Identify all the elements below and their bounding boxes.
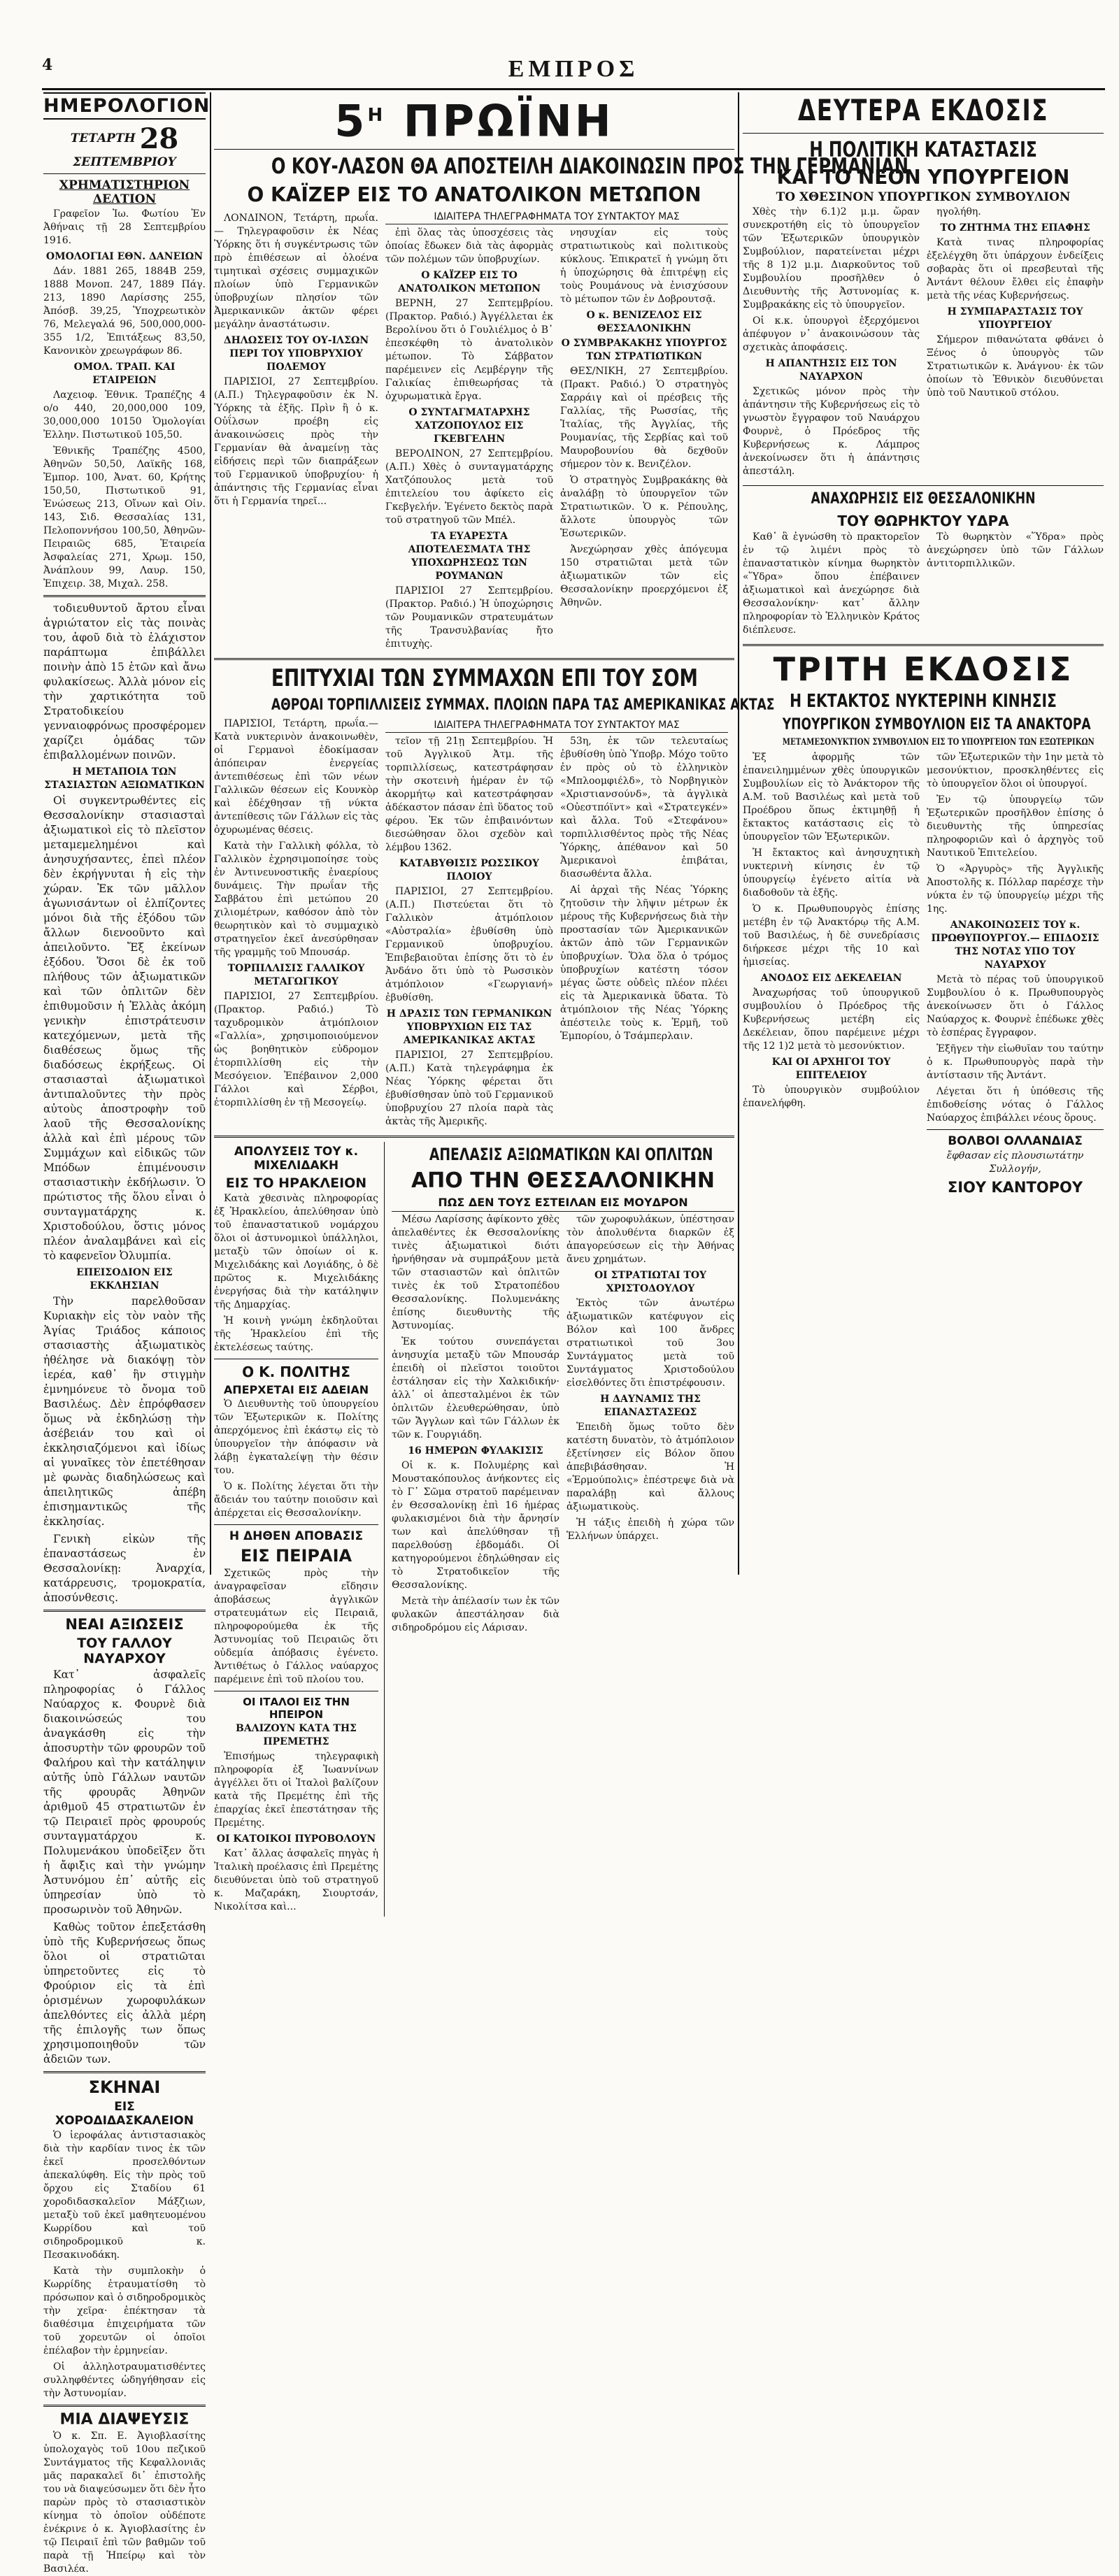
article-para: Μέσω Λαρίσσης ἀφίκοντο χθὲς ἀπελαθέντες ἐκ Θεσσαλονίκης τινὲς ἀξιωματικοὶ διότι ἠρνήθησαν νὰ συμπράξουν μετὰ τῶν στασιαστῶν καὶ ὁπλιτῶν τινὲς ἐκ τοῦ Στρατοπέδου Θεσσαλονίκης. Πολυμενάκης ἐπίσης διευθυντὴς τῆς Ἀστυνομίας. [392, 1213, 560, 1331]
edition-title: ΠΡΩΪΝΗ [403, 95, 614, 147]
text-column [214, 717, 378, 1131]
edition-number: 5 [334, 95, 368, 147]
page-number: 4 [42, 56, 53, 74]
article-subhead: 16 ΗΜΕΡΩΝ ΦΥΛΑΚΙΣΙΣ [408, 1445, 543, 1457]
article-headline: ΣΚΗΝΑΙ [88, 2077, 161, 2097]
market-para: Ἐθνικῆς Τραπέζης 4500, Ἀθηνῶν 50,50, Λαϊκῆς 168, Ἐμπορ. 100, Ἀνατ. 60, Κρήτης 150,50, Πιστωτικοῦ 91, Ἑνώσεως 213, Οἴνων καὶ Οἰν. 143, Σιδ. Θεσσαλίας 131, Πελοποννήσου 100,50, Ἀθηνῶν-Πειραιῶς 685, Ἑταιρεία Ἀσφαλείας 271, Χρωμ. 150, Ἀνάπλουν 99, Λαυρ. 150, Ἐπιχειρ. 38, Μιχαλ. 258. [43, 445, 206, 589]
text-column [392, 1213, 560, 1638]
article-para: Σχετικῶς πρὸς τὴν ἀναγραφεῖσαν εἴδησιν ἀποβάσεως ἀγγλικῶν στρατευμάτων εἰς Πειραιᾶ, πληροφορούμεθα ἐκ τῆς Ἀστυνομίας τοῦ Πειραιῶς ὅτι οὐδεμία ἀπόβασις ἐγένετο. Ἀντιθέτως ὁ Γάλλος ναύαρχος παρέμεινε ἐπὶ τοῦ πλοίου του. [214, 1567, 378, 1685]
edition-suffix: Η [367, 105, 386, 126]
article-para: Μετὰ τὸ πέρας τοῦ ὑπουργικοῦ Συμβουλίου ὁ κ. Πρωθυπουργὸς ἀνεκοίνωσεν ὅτι ὁ Γάλλος Ναύαρχος κ. Φουρνὲ ἐπέδωκε χθὲς τὸ ἑσπέρας ἔγγραφον. [927, 974, 1104, 1038]
calendar-day-number: 28 [139, 122, 179, 155]
text-column [385, 227, 553, 654]
text-column [385, 735, 553, 1131]
article-para: Τὸ θωρηκτὸν «Ὕδρα» πρὸς ἀνεχώρησεν ὑπὸ τῶν Γάλλων ἀντιτορπιλλικῶν. [927, 531, 1104, 569]
article-headline: ΕΠΙΤΥΧΙΑΙ ΤΩΝ ΣΥΜΜΑΧΩΝ ΕΠΙ ΤΟΥ ΣΟΜ [271, 664, 698, 692]
article-para: Ἐξ ἀφορμῆς τῶν ἐπανειλημμένων χθὲς ὑπουργικῶν Συμβουλίων εἰς τὸ Ἀνάκτορον τῆς Α.Μ. τοῦ Βασιλέως καὶ μετὰ τοῦ Προέδρου ὅπως ἐκτιμηθῇ ἡ ἔκτακτος κατάστασις εἰς τὸ ὑπουργεῖον τῶν Ἐξωτερικῶν. [743, 752, 920, 843]
article-para: Ἡ κοινὴ γνώμη ἐκδηλοῦται τῆς Ἡρακλείου ἐπὶ τῆς ἐκτελέσεως ταύτης. [214, 1315, 378, 1353]
article-headline: ΕΙΣ ΧΟΡΟΔΙΔΑΣΚΑΛΕΙΟΝ [55, 2100, 194, 2128]
edition-banner: ΤΡΙΤΗ ΕΚΔΟΣΙΣ [773, 650, 1074, 688]
article-block-a [214, 209, 734, 654]
calendar-day: ΤΕΤΑΡΤΗ [70, 131, 136, 145]
text-column [927, 206, 1104, 481]
article-headline: ΝΕΑΙ ΑΞΙΩΣΕΙΣ [65, 1616, 184, 1633]
article-subhead: ΑΝΟΔΟΣ ΕΙΣ ΔΕΚΕΛΕΙΑΝ [760, 973, 902, 984]
article-para: Ἀναχωρήσας τοῦ ὑπουργικοῦ συμβουλίου ὁ Πρόεδρος τῆς Κυβερνήσεως μετέβη εἰς Δεκέλειαν, ὅπου παρέμεινε μέχρι τῆς 12 1)2 μετὰ τὸ μεσονύκτιον. [743, 987, 920, 1052]
article-subhead: ΤΟ ΧΘΕΣΙΝΟΝ ΥΠΟΥΡΓΙΚΟΝ ΣΥΜΒΟΥΛΙΟΝ [776, 190, 1071, 204]
article-subhead: Η ΔΑΥΝΑΜΙΣ ΤΗΣ ΕΠΑΝΑΣΤΑΣΕΩΣ [600, 1393, 701, 1418]
article-para: ΠΑΡΙΣΙΟΙ, 27 Σεπτεμβρίου. (Α.Π.) Τηλεγραφοῦσιν ἐκ Ν. Ὑόρκης τὰ ἑξῆς. Πρὶν ἢ ὁ κ. Οὐΐλσων προέβη εἰς ἀνακοινώσεις πρὸς τὴν Γερμανίαν θὰ ἀναμείνῃ τὰς εἰδήσεις περὶ τῶν διαπράξεων τοῦ Γερμανικοῦ ὑποβρυχίου· ἡ ἀπάντησις τῆς Γερμανίας εἶναι ὅτι ἡ Γερμανία τηρεῖ... [214, 375, 378, 507]
advert-name: ΣΙΟΥ ΚΑΝΤΟΡΟΥ [947, 1179, 1083, 1196]
article-subhead: ΚΑΤΑΒΥΘΙΣΙΣ ΡΩΣΣΙΚΟΥ ΠΛΟΙΟΥ [399, 857, 539, 882]
article-para: Ὁ στρατηγὸς Συμβρακάκης θὰ ἀναλάβῃ τὸ ὑπουργεῖον τῶν Στρατιωτικῶν. Ὁ κ. Ρέπουλης, ἄλλοτε ὑπουργὸς τῶν Ἐσωτερικῶν. [560, 474, 728, 539]
article-para: Κατὰ τινας πληροφορίας ἐξελέγχθη ὅτι ὑπάρχουν ἐνδείξεις σοβαρὰς ὅτι οἱ πρεσβευταὶ τῆς Ἀντάντ θέλουν ἔλθει εἰς ἐπαφὴν μετὰ τῆς νέας Κυβερνήσεως. [927, 237, 1104, 301]
article-headline: Η ΕΚΤΑΚΤΟΣ ΝΥΚΤΕΡΙΝΗ ΚΙΝΗΣΙΣ [790, 691, 1057, 712]
text-column [927, 751, 1104, 1197]
article-para: Καθὼς τοῦτον ἐπεξετάσθη ὑπὸ τῆς Κυβερνήσεως ὅπως ὅλοι οἱ στρατιῶται ὑπηρετοῦντες εἰς τὸ Φρούριον εἰς τὰ ἐπὶ ὀρισμένων χωροφυλάκων ἀπελθόντες εἰς ἀλλὰ μέρη τῆς ἐπιλογῆς των ὅπως χρησιμοποιηθοῦν τῶν ἀδειῶν των. [43, 1921, 206, 2066]
article-subtitle: ΙΔΙΑΙΤΕΡΑ ΤΗΛΕΓΡΑΦΗΜΑΤΑ ΤΟΥ ΣΥΝΤΑΚΤΟΥ ΜΑΣ [385, 720, 728, 733]
market-para: Δάν. 1881 265, 1884B 259, 1888 Μονοπ. 247, 1889 Πάγ. 213, 1890 Λαρίσσης 255, Ἀπόσβ. 39,25, Ὑποχρεωτικὸν 76, Μελεγαλά 96, 500,000,000-355 1/2, Ἐπιτάξεως 83,50, Κανονικὸν χρεωγράφων 86. [43, 266, 206, 357]
article-para: Ὁ «Ἀργυρὸς» τῆς Ἀγγλικῆς Ἀποστολῆς κ. Πόλλαρ παρέσχε τὴν νύκτα ἐν τῷ ὑπουργείῳ μέχρι τῆς 1ης. [927, 864, 1104, 915]
left-column [43, 92, 211, 2575]
edition-banner [214, 92, 734, 145]
market-para: Γραφεῖον Ἰω. Φωτίου Ἐν Ἀθήναις τῇ 28 Σεπτεμβρίου 1916. [43, 208, 206, 246]
article-para: ΠΑΡΙΣΙΟΙ, 27 Σεπτεμβρίου. (Α.Π.) Πιστεύεται ὅτι τὸ Γαλλικὸν ἀτμόπλοιον «Αὐστραλία» ἐβυθίσθη ὑπὸ Γερμανικοῦ ὑποβρυχίου. Ἐπιβεβαιοῦται ἐπίσης ὅτι τὸ ἐν Ἀνδάνο ὅτι ὑπὸ τὸ Ρωσσικὸν ἀτμόπλοιον «Γεωργιανή» ἐβυθίσθη. [385, 885, 553, 1003]
article-headline: Ο Κ. ΠΟΛΙΤΗΣ [242, 1363, 350, 1380]
article-headline: Ο ΚΑΪΖΕΡ ΕΙΣ ΤΟ ΑΝΑΤΟΛΙΚΟΝ ΜΕΤΩΠΟΝ [247, 183, 701, 206]
article-para: Ἐν τῷ ὑπουργείῳ τῶν Ἐξωτερικῶν προσῆλθον ἐπίσης ὁ διευθυντὴς τῆς ὑπηρεσίας πληροφοριῶν καὶ ὁ ἀρχηγὸς τοῦ Ναυτικοῦ Ἐπιτελείου. [927, 794, 1104, 859]
article-headline: ΟΙ ΙΤΑΛΟΙ ΕΙΣ ΤΗΝ ΗΠΕΙΡΟΝ [243, 1695, 350, 1721]
article-headline: ΤΟΥ ΘΩΡΗΚΤΟΥ ΥΔΡΑ [837, 513, 1009, 529]
masthead: ΕΜΠΡΟΣ [508, 56, 639, 82]
article-para: Μετὰ τὴν ἀπέλασίν των ἐκ τῶν φυλακῶν ἀπεστάλησαν διὰ σιδηροδρόμου εἰς Λάρισαν. [392, 1595, 560, 1633]
text-column [214, 209, 378, 654]
article-headline: ΚΑΙ ΤΟ ΝΕΟΝ ΥΠΟΥΡΓΕΙΟΝ [776, 166, 1070, 189]
article-para: ΘΕΣ/ΝΙΚΗ, 27 Σεπτεμβρίου. (Πρακτ. Ραδιό.) Ὁ στρατηγὸς Σαρράιγ καὶ οἱ πρέσβεις τῆς Γαλλίας, τῆς Ρωσσίας, τῆς Ἰταλίας, τῆς Ἀγγλίας, τῆς Ρουμανίας, τῆς Σερβίας καὶ τοῦ Μαυροβουνίου θὰ δεχθοῦν σήμερον τὸν κ. Βενιζέλον. [560, 365, 728, 470]
market-subhead: ΟΜΟΛΟΓΙΑΙ ΕΘΝ. ΔΑΝΕΙΩΝ [45, 251, 204, 262]
article-subhead: Ο ΣΥΝΤΑΓΜΑΤΑΡΧΗΣ ΧΑΤΖΟΠΟΥΛΟΣ ΕΙΣ ΓΚΕΒΓΕΛΗΝ [408, 406, 530, 445]
calendar-title: ΗΜΕΡΟΛΟΓΙΟΝ [43, 92, 206, 120]
article-subhead: Ο κ. ΒΕΝΙΖΕΛΟΣ ΕΙΣ ΘΕΣΣΑΛΟΝΙΚΗΝ [586, 309, 702, 334]
article-para: Ὁ Διευθυντὴς τοῦ ὑπουργείου τῶν Ἐξωτερικῶν κ. Πολίτης ἀπερχόμενος ἐπὶ ἑκάστῳ εἰς τὸ ὑπουργεῖον τὴν ἀπόφασιν νὰ λάβῃ ἐγκαταλείψῃ τὴν θέσιν του. [214, 1398, 378, 1476]
article-subhead: ΤΟ ΖΗΤΗΜΑ ΤΗΣ ΕΠΑΦΗΣ [940, 222, 1090, 234]
article-para: Λέγεται ὅτι ἡ ὑπόθεσις τῆς ἐπιδοθείσης νότας ὁ Γάλλος Ναύαρχος ἐπιβάλλει νέους ὅρους. [927, 1086, 1104, 1124]
text-column [743, 751, 920, 1197]
text-column [560, 227, 728, 654]
article-headline: ΜΙΑ ΔΙΑΨΕΥΣΙΣ [59, 2411, 190, 2428]
article-para: ΠΑΡΙΣΙΟΙ 27 Σεπτεμβρίου. (Πρακτορ. Ραδιό.) Ἡ ὑποχώρησις τῶν Ρουμανικῶν στρατευμάτων τῆς Τρανσυλβανίας ἤτο ἐπιτυχὴς. [385, 585, 553, 650]
article-subhead: Η ΜΕΤΑΠΟΙΑ ΤΩΝ ΣΤΑΣΙΑΣΤΩΝ ΑΞΙΩΜΑΤΙΚΩΝ [44, 766, 205, 791]
article-block-c [214, 1142, 734, 1917]
article-para: ΠΑΡΙΣΙΟΙ, 27 Σεπτεμβρίου. (Πρακτορ. Ραδιό.) Τὸ ταχυδρομικὸν ἀτμόπλοιον «Γαλλία», χρησιμοποιούμενον ὡς βοηθητικὸν εὐδρομον ἐτορπιλλίσθη εἰς τὴν Μεσόγειον. Ἐπέβαινον 2,000 Γάλλοι καὶ Σέρβοι, ἐτορπιλλίσθη ἐν τῇ Μεσογείῳ. [214, 990, 378, 1108]
article-subhead: ΔΗΛΩΣΕΙΣ ΤΟΥ ΟΥ-ΙΛΣΩΝ ΠΕΡΙ ΤΟΥ ΥΠΟΒΡΥΧΙΟΥ ΠΟΛΕΜΟΥ [223, 334, 369, 373]
article-headline: ΑΘΡΟΑΙ ΤΟΡΠΙΛΛΙΣΕΙΣ ΣΥΜΜΑΧ. ΠΛΟΙΩΝ ΠΑΡΑ ΤΑΣ ΑΜΕΡΙΚΑΝΙΚΑΣ ΑΚΤΑΣ [271, 696, 775, 714]
article-para: ΒΕΡΟΛΙΝΟΝ, 27 Σεπτεμβρίου. (Α.Π.) Χθὲς ὁ συνταγματάρχης Χατζόπουλος μετὰ τοῦ ἐπιτελείου του ἀφίκετο εἰς Γκεβγελήν. Ἐγένετο δεκτὸς παρὰ τοῦ στρατηγοῦ τῶν Μπέλ. [385, 448, 553, 526]
article-headline: ΤΟΥ ΓΑΛΛΟΥ ΝΑΥΑΡΧΟΥ [77, 1636, 172, 1666]
article-para: τεῖον τῇ 21ῃ Σεπτεμβρίου. Ἡ τοῦ Ἀγγλικοῦ Ἀτμ. τῆς τορπιλλίσεως, κατεστράφησαν τὴν σκοτεινὴ ἡμέραν ἐν τῷ ἀκορμήτῳ καὶ κατεστράφησαν ἀδέκαστον πάσαν ἐπὶ ὕδατος τοῦ φέρου. Ἐκ τῶν ἐπιβαινόντων διεσώθησαν ὅλοι σχεδὸν καὶ λέμβου 1362. [385, 735, 553, 853]
article-headline: Ο ΚΟΥ-ΛΑΣΟΝ ΘΑ ΑΠΟΣΤΕΙΛΗ ΔΙΑΚΟΙΝΩΣΙΝ ΠΡΟΣ ΤΗΝ ΓΕΡΜΑΝΙΑΝ [271, 153, 909, 179]
article-para: Κατὰ τὴν Γαλλικὴ φόλλα, τὸ Γαλλικὸν ἐχρησιμοποίησε τοὺς ἐν Ἀντινευνοστικῆς ἐναερίους δυνάμεις. Τὴν πρωΐαν τῆς Σαββάτου ἐπὶ μετώπου 20 χιλιομέτρων, καθόσον ἀπὸ τὸν θεωρητικὸν καὶ τὸ συμμαχικὸ στρατηγεῖον ἐκεῖ ἀνεσύρθησαν τῆς γραμμῆς τοῦ Μπουσάρ. [214, 840, 378, 958]
article-para: Σήμερον πιθανώτατα φθάνει ὁ Ξένος ὁ ὑπουργὸς τῶν Στρατιωτικῶν κ. Ἀνάγνου· ἐκ τῶν ὁποίων τὸ Ἐθνικὸν διευθύνεται ὑπὸ τοῦ Ναυτικοῦ στόλου. [927, 334, 1104, 399]
article-para: Οἱ συγκεντρωθέντες εἰς Θεσσαλονίκην στασιασταὶ ἀξιωματικοὶ εἰς τὸ πλεῖστον μεταμεμελημένοι καὶ ἀνησυχήσαντες, ἐπεὶ πλέον δὲν ἐκρήγνυται ἡ εἰς τὴν χώραν. Ἐκ τῶν μᾶλλον ἀγωνισάντων οἱ ἐλπίζοντες μόνοι διὰ τῆς ἐξόδου τῶν ἄλλων διενοοῦντο καὶ ἀπειλοῦντο. Ἔξ ἐκείνων ἐξόδου. Ὅσοι δὲ ἐκ τοῦ πλήθους τῶν ἀξιωματικῶν καὶ τῶν ὁπλιτῶν δὲν ἐπιθυμοῦσιν ἡ Ἑλλὰς ἀκόμη γενικὴν ἐπιστράτευσιν κατεχόμενων, μετὰ τῆς διαθέσεως ὅμως τῆς διαδόσεως ἐκρήξεως. Οἱ στασιασταὶ ἀξιωματικοὶ ἀντιπαλοῦντες τὴν πρὸς αὐτοὺς ἀποστροφὴν τοῦ λαοῦ τῆς Θεσσαλονίκης ἀλλὰ καὶ ἐπὶ μέρους τῶν Συμμάχων καὶ εἰδικῶς τῶν Μπόδων ἐπιμένουσιν στασιαστικὴν ἐκδήλωσιν. Ὁ πρώτιστος τῆς ὅλου εἶναι ὁ συνταγματάρχης κ. Χριστοδούλου, ὅστις μόνος πλέον ἀναλαμβάνει καὶ εἰς τὸ καφενεῖον Ὀλυμπία. [43, 794, 206, 1262]
article-para: Οἱ κ.κ. ὑπουργοὶ ἐξερχόμενοι ἀπέφυγον ν᾽ ἀνακοινώσουν τὰς σχετικὰς ἀποφάσεις. [743, 315, 920, 353]
article-para: ἐπὶ ὅλας τὰς ὑποσχέσεις τὰς ὁποίας ἔδωκεν διὰ τὰς ἀφορμὰς τῶν πολέμων τῶν ὑποβρυχίων. [385, 227, 553, 265]
article-headline: ΑΠΕΡΧΕΤΑΙ ΕΙΣ ΑΔΕΙΑΝ [223, 1382, 369, 1396]
edition-banner: ΔΕΥΤΕΡΑ ΕΚΔΟΣΙΣ [797, 93, 1049, 127]
article-para: Κατὰ τὴν συμπλοκὴν ὁ Κωρρίδης ἐτραυματίσθη τὸ πρόσωπον καὶ ὁ σιδηροδρομικὸς τὴν χεῖρα· ἐπέκτησαν τὰ διαθέσιμα ἐπιχειρήματα τῶν τοῦ χορευτῶν οἱ ὁποῖοι ἐπέλαβον τὴν ἑρμηνείαν. [43, 2266, 206, 2356]
article-para: Γενικὴ εἰκὼν τῆς ἐπαναστάσεως ἐν Θεσσαλονίκῃ: Ἀναρχία, κατάρρευσις, τρομοκρατία, ἀποσύνθεσις. [43, 1533, 206, 1604]
article-subhead: Ο ΣΥΜΒΡΑΚΑΚΗΣ ΥΠΟΥΡΓΟΣ ΤΩΝ ΣΤΡΑΤΙΩΤΙΚΩΝ [561, 337, 727, 362]
advert-text: ἔφθασαν εἰς πλουσιωτάτην Συλλογήν, [946, 1150, 1084, 1175]
article-para: ΒΕΡΝΗ, 27 Σεπτεμβρίου. (Πρακτορ. Ραδιό.) Ἀγγέλλεται ἐκ Βερολίνου ὅτι ὁ Γουλιέλμος ὁ Β᾽ ἐπεσκέφθη τὸ ἀνατολικὸν μέτωπον. Τὸ Σάββατον παρέμεινεν εἰς Λεμβέργην τῆς Γαλικίας ἐπιθεωρήσας τὰ ὀχυρωματικὰ ἔργα. [385, 297, 553, 402]
article-para: Ἐξῆγεν τὴν εἰωθυῖαν του ταύτην ὁ κ. Πρωθυπουργὸς παρὰ τὴν ἀντίστασιν τῆς Ἀντάντ. [927, 1043, 1104, 1081]
article-para: Κατ᾽ ἄλλας ἀσφαλεῖς πηγὰς ἡ Ἰταλικὴ προέλασις ἐπὶ Πρεμέτης διευθύνεται ὑπὸ τοῦ στρατηγοῦ κ. Μαζαράκη, Σιουρτσάν, Νικολίτσα καὶ... [214, 1847, 378, 1912]
article-para: Τὴν παρελθοῦσαν Κυριακὴν εἰς τὸν ναὸν τῆς Ἁγίας Τριάδος κάποιος στασιαστὴς ἀξιωματικὸς ἠθέλησε νὰ διακόψῃ τὸν ἱερέα, καθ᾽ ἣν στιγμὴν ἐμνημόνευε τὸ ὄνομα τοῦ Βασιλέως. Δὲν ἐπρόφθασεν ὅμως νὰ ἐκδηλώσῃ τὴν ἀσέβειάν του καὶ οἱ ἐκκλησιαζόμενοι καὶ ἰδίως αἱ γυναῖκες τὸν ἐπετέθησαν μὲ φωνὰς διαδηλώσεως καὶ ἀπειλητικῶς ἀπέβη ἐπισημαντικῶς τῆς ἐκκλησίας. [43, 1295, 206, 1528]
article-para: Ὁ κ. Πρωθυπουργὸς ἐπίσης μετέβη ἐν τῷ Ἀνακτόρῳ τῆς Α.Μ. τοῦ Βασιλέως, ἡ δὲ συνεδρίασις διήρκεσε μέχρι τῆς 10 καὶ ἡμισείας. [743, 903, 920, 968]
article-subhead: ΒΑΛΙΖΟΥΝ ΚΑΤΑ ΤΗΣ ΠΡΕΜΕΤΗΣ [236, 1722, 357, 1747]
article-headline: ΑΠΟ ΤΗΝ ΘΕΣΣΑΛΟΝΙΚΗΝ [411, 1168, 715, 1193]
article-subtitle: ΙΔΙΑΙΤΕΡΑ ΤΗΛΕΓΡΑΦΗΜΑΤΑ ΤΟΥ ΣΥΝΤΑΚΤΟΥ ΜΑΣ [385, 211, 728, 224]
article-para: Ἐπειδὴ ὅμως τοῦτο δὲν κατέστη δυνατὸν, τὸ ἀτμόπλοιον ἐξετίνησεν εἰς Βόλον ὅπου ἀπεβιβάσθησαν. Ἡ «Ἑρμούπολις» ἐπέστρεψε διὰ νὰ παραλάβῃ καὶ ἄλλους ἀξιωματικοὺς. [566, 1421, 734, 1512]
article-para: Οἱ κ. κ. Πολυμέρης καὶ Μουστακόπουλος ἀνήκοντες εἰς τὸ Γ᾽ Σῶμα στρατοῦ παρέμειναν ἐν Θεσσαλονίκῃ ἐπὶ 16 ἡμέρας φυλακισμένοι διὰ τὴν ἄρνησίν των καὶ ἀπελύθησαν τῇ παρελθούσῃ ἑβδομάδι. Οἱ κατηγορούμενοι ἐδηλώθησαν εἰς τὸ Στρατοδικεῖον τῆς Θεσσαλονίκης. [392, 1459, 560, 1591]
article-para: ηγολήθη. [936, 206, 981, 217]
article-subhead: Η ΣΥΜΠΑΡΑΣΤΑΣΙΣ ΤΟΥ ΥΠΟΥΡΓΕΙΟΥ [947, 306, 1083, 331]
advert-headline: ΒΟΛΒΟΙ ΟΛΛΑΝΔΙΑΣ [948, 1134, 1083, 1148]
calendar-month: ΣΕΠΤΕΜΒΡΙΟΥ [73, 155, 176, 169]
article-subhead: ΚΑΙ ΟΙ ΑΡΧΗΓΟΙ ΤΟΥ ΕΠΙΤΕΛΕΙΟΥ [771, 1057, 891, 1081]
article-para: Σχετικῶς μόνον πρὸς τὴν ἀπάντησιν τῆς Κυβερνήσεως εἰς τὸ γνωστὸν ἔγγραφον τοῦ Ναυάρχου Φουρνὲ, ὁ Πρόεδρος τῆς Κυβερνήσεως κ. Λάμπρος ἀνεκοίνωσεν ὅτι ἡ ἀπάντησις ἀπεστάλη. [743, 386, 920, 477]
article-subhead: ΑΝΑΚΟΙΝΩΣΕΙΣ ΤΟΥ κ. ΠΡΩΘΥΠΟΥΡΓΟΥ.— ΕΠΙΔΟΣΙΣ ΤΗΣ ΝΟΤΑΣ ΥΠΟ ΤΟΥ ΝΑΥΑΡΧΟΥ [931, 920, 1099, 971]
article-para: Καθ᾽ ἃ ἐγνώσθη τὸ πρακτορεῖον ἐν τῷ λιμένι πρὸς τὸ ἐπαναστατικὸν κίνημα θωρηκτὸν «Ὕδρα» ὅπου ἐπέβαινεν ἀξιωματικοὶ καὶ ἀνεχώρησε διὰ Θεσσαλονίκην· κατ᾽ ἄλλην πληροφορίαν τὸ Ἑλληνικὸν Κράτος διέπλευσε. [743, 531, 920, 636]
article-subhead: Ο ΚΑΪΖΕΡ ΕΙΣ ΤΟ ΑΝΑΤΟΛΙΚΟΝ ΜΕΤΩΠΟΝ [398, 269, 541, 294]
article-para: Ἐκ τούτου συνεπάγεται ἀνησυχία μεταξὺ τῶν Μπουσάρ ἐπειδὴ οἱ πλεῖστοι τοιοῦτοι ἐστάλησαν εἰς τὴν Χαλκιδικήν· ἀλλ᾽ οἱ ἀπεσταλμένοι ἐκ τῶν ὁπλιτῶν ἐλευθερώθησαν, ὑπὸ τῶν Ἄγγλων καὶ τῶν Γάλλων ἐκ τῶν κ. Γουργιάδη. [392, 1336, 560, 1440]
article-para: Ἡ τάξις ἐπειδὴ ἡ χώρα τῶν Ἑλλήνων ὑπάρχει. [566, 1517, 734, 1542]
article-para: 53η, ἐκ τῶν τελευταίως ἐβυθίσθη ὑπὸ Ὑποβρ. Μόχο τοῦτο ἐν πρὸς οὐ τὸ ἐλληνικὸν «Μπλοομφιέλδ», τὸ Νορβηγικὸν «Χριστιανσούνδ», τὰ ἀγγλικὰ «Οὐεστπόϊντ» καὶ «Στρατεγκέν» καὶ ἄλλα. Τοῦ «Στεφάνου» τορπιλλισθέντος πρὸς τῆς Νέας Ὑόρκης, ἀπέθανον καὶ 50 Ἀμερικανοὶ ἐπιβάται, διασωθέντα ἄλλα. [560, 735, 728, 880]
article-para: Ὁ ἱεροφάλας ἀντιστασιακὸς διὰ τὴν καρδίαν τινος ἐκ τῶν ἐκεῖ προσελθόντων ἀπεκαλύφθη. Εἰς τὴν πρὸς τοῦ ὄρχου εἰς Σταδίου 61 χοροδιδασκαλεῖον Μάξζιων, μεταξὺ τοῦ ἐκεῖ μαθητευομένου Κωρρίδου καὶ τοῦ σιδηροδρομικοῦ κ. Πεσακινοδάκη. [43, 2130, 206, 2261]
article-subhead: ΜΕΤΑΜΕΣΟΝΥΚΤΙΟΝ ΣΥΜΒΟΥΛΙΟΝ ΕΙΣ ΤΟ ΥΠΟΥΡΓΕΙΟΝ ΤΩΝ ΕΞΩΤΕΡΙΚΩΝ [782, 737, 1095, 747]
text-column [743, 206, 920, 481]
article-para: Ἀνεχώρησαν χθὲς ἀπόγευμα 150 στρατιῶται μετὰ τῶν ἀξιωματικῶν τῶν εἰς Θεσσαλονίκην προερχόμενοι ἐξ Ἀθηνῶν. [560, 543, 728, 608]
article-para: Οἱ ἀλληλοτραυματισθέντες συλληφθέντες ὡδηγήθησαν εἰς τὴν Ἀστυνομίαν. [43, 2361, 206, 2399]
article-subhead: Η ΔΡΑΣΙΣ ΤΩΝ ΓΕΡΜΑΝΙΚΩΝ ΥΠΟΒΡΥΧΙΩΝ ΕΙΣ ΤΑΣ ΑΜΕΡΙΚΑΝΙΚΑΣ ΑΚΤΑΣ [386, 1008, 553, 1046]
article-headline: ΕΙΣ ΠΕΙΡΑΙΑ [240, 1545, 352, 1566]
article-para: Αἱ ἀρχαὶ τῆς Νέας Ὑόρκης ζητοῦσιν τὴν λῆψιν μέτρων ἐκ μέρους τῆς Κυβερνήσεως διὰ τὴν προστασίαν τῶν Ἀμερικανικῶν ἀκτῶν ἀπὸ τῶν Γερμανικῶν ὑποβρυχίων. Ὅλα ὅλα ὁ τρόμος ὑποβρυχίων κατέστη τόσον μέγας ὥστε οὐδεὶς πλέον πλέει εἰς τὰ Ἀμερικανικὰ ὕδατα. Τὸ ἀτμόπλοιον τῆς Νέας Ὑόρκης ἀπέστειλε τοὺς κ. Ἑρμῆ, τοῦ Ἑμπορίου, ὁ Τσάμπερλαιν. [560, 884, 728, 1042]
market-list [43, 208, 206, 591]
article-para: Κατ᾽ ἀσφαλεῖς πληροφορίας ὁ Γάλλος Ναύαρχος κ. Φουρνὲ διὰ διακοινώσεώς του ἀναγκάσθη εἰς τὴν ἀποσυρτὴν τῶν φρουρῶν τοῦ Φαλήρου καὶ τὴν κατάληψιν αὐτῆς ὑπὸ Γάλλων ναυτῶν τῆς φρουρᾶς Ἀθηνῶν ἀριθμοῦ 45 στρατιωτῶν ἐν τῷ Πειραιεῖ πρὸς φρουρούς συνταγματάρχου κ. Πολυμενάκου ὑποδεῖξεν ὅτι ἡ ἄφιξις καὶ τὴν γνώμην Ἀστυνόμου ἐπ᾽ αὐτῆς εἰς ὑπηρεσίαν ὑπὸ τὸ προσωρινὸν τοῦ Ἀθηνῶν. [43, 1668, 206, 1916]
article-headline: ΕΙΣ ΤΟ ΗΡΑΚΛΕΙΟΝ [225, 1175, 367, 1191]
article-para: νησυχίαν εἰς τοὺς στρατιωτικοὺς καὶ πολιτικοὺς κύκλους. Ἐπικρατεῖ ἡ γνώμη ὅτι ἡ ὑποχώρησις θὰ ἐπιτρέψῃ εἰς τοὺς Ρουμάνους νὰ ἐνισχύσουν τὸ μέτωπον τῶν ἐν Δοβρουτσᾷ. [560, 227, 728, 305]
article-para: Χθὲς τὴν 6.1)2 μ.μ. ὥραν συνεκροτήθη εἰς τὸ ὑπουργεῖον τῶν Ἐξωτερικῶν ὑπουργικὸν Συμβούλιον, παρατείνεται μέχρι τῆς 8 1)2 μ.μ. Διαρκοῦντος τοῦ Συμβουλίου προσῆλθεν ὁ Διευθυντὴς τῆς Ἀστυνομίας κ. Συμβρακάκης εἰς τὸ ὑπουργεῖον. [743, 206, 920, 310]
article-subhead: ΤΑ ΕΥΑΡΕΣΤΑ ΑΠΟΤΕΛΕΣΜΑΤΑ ΤΗΣ ΥΠΟΧΩΡΗΣΕΩΣ ΤΩΝ ΡΟΥΜΑΝΩΝ [408, 530, 531, 582]
article-headline: ΑΝΑΧΩΡΗΣΙΣ ΕΙΣ ΘΕΣΣΑΛΟΝΙΚΗΝ [811, 490, 1036, 508]
article-headline: ΥΠΟΥΡΓΙΚΟΝ ΣΥΜΒΟΥΛΙΟΝ ΕΙΣ ΤΑ ΑΝΑΚΤΟΡΑ [782, 716, 1091, 734]
article-subhead: ΕΠΕΙΣΟΔΙΟΝ ΕΙΣ ΕΚΚΛΗΣΙΑΝ [76, 1267, 173, 1291]
article-para: Ὁ κ. Σπ. Ε. Ἀγιοβλασίτης ὑπολοχαγὸς τοῦ 10ου πεζικοῦ Συντάγματος τῆς Κεφαλλονιᾶς μᾶς παρακαλεῖ δι᾽ ἐπιστολῆς του νὰ διαψεύσωμεν ὅτι δὲν ἦτο παρὼν πρὸς τὸ στασιαστικὸν κίνημα τὸ ὁποῖον οὐδέποτε ἐνέκρινε ὁ κ. Ἀγιοβλασίτης ἐν τῷ Πειραιῖ ἐπὶ τῶν βαθμῶν τοῦ παρὰ τῇ Ἡπείρῳ καὶ τὸν Βασιλέα. [43, 2431, 206, 2575]
article-para: Κατὰ χθεσινὰς πληροφορίας ἐξ Ἡρακλείου, ἀπελύθησαν ὑπὸ τοῦ ἐπαναστατικοῦ νομάρχου ὅλοι οἱ ἀστυνομικοὶ ὑπάλληλοι, μεταξὺ τῶν ὁποίων οἱ κ. Μιχελιδάκης καὶ Λογιάδης, ὁ δὲ πρῶτος κ. Μιχελιδάκης ἐνεργήσας διὰ τὴν κατάληψιν τῆς Δημαρχίας. [214, 1192, 378, 1310]
article-para: ΛΟΝΔΙΝΟΝ, Τετάρτη, πρωΐα.— Τηλεγραφοῦσιν ἐκ Νέας Ὑόρκης ὅτι ἡ συγκέντρωσις τῶν πρὸ ἐπιθέσεων αἱ ὁλοένα τιμητικαὶ σχέσεις συμμαχικῶν πλοίων ὑπὸ Γερμανικῶν ὑποβρυχίων πλησίον τῶν Ἀμερικανικῶν ἀκτῶν φέρει μεγάλην ἀναστάτωσιν. [214, 212, 378, 330]
article-para: τῶν χωροφυλάκων, ὑπέστησαν τὸν ἀπολυθέντα διαρκῶν ἐξ ἀπαγορεύσεων εἰς τὴν Ἀθήνας ἄνευ χρημάτων. [566, 1213, 734, 1265]
text-column [566, 1213, 734, 1638]
article-headline: ΑΠΟΛΥΣΕΙΣ ΤΟΥ κ. ΜΙΧΕΛΙΔΑΚΗ [234, 1144, 359, 1173]
article-para: Ἐπισήμως τηλεγραφικὴ πληροφορία ἐξ Ἰωαννίνων ἀγγέλλει ὅτι οἱ Ἰταλοὶ βαλίζουν κατὰ τῆς Πρεμέτης ἐπὶ τῆς ἐπαρχίας ἐκεῖ ἐπεστάτησαν τῆς Πρεμέτης. [214, 1750, 378, 1829]
article-subhead: ΟΙ ΣΤΡΑΤΙΩΤΑΙ ΤΟΥ ΧΡΙΣΤΟΔΟΥΛΟΥ [594, 1269, 707, 1294]
column-rule [210, 92, 211, 1575]
article-para: ΠΑΡΙΣΙΟΙ, 27 Σεπτεμβρίου. (Α.Π.) Κατὰ τηλεγράφημα ἐκ Νέας Ὑόρκης φέρεται ὅτι ἐβυθίσθησαν ὑπὸ τοῦ Γερμανικοῦ ὑποβρυχίου 27 πλοία παρὰ τὰς ἀκτὰς τῆς Ἀμερικῆς. [385, 1049, 553, 1127]
column-rule [738, 92, 739, 1575]
article-para: Ἡ ἔκτακτος καὶ ἀνησυχητικὴ νυκτερινὴ κίνησις ἐν τῷ ὑπουργείῳ ἐγένετο αἰτία νὰ διαδοθοῦν τὰ ἑξῆς. [743, 847, 920, 899]
article-para: Ὁ κ. Πολίτης λέγεται ὅτι τὴν ἄδειάν του ταύτην ποιοῦσιν καὶ ἀπέρχεται εἰς Θεσσαλονίκην. [214, 1480, 378, 1519]
article-subhead: ΤΟΡΠΙΛΛΙΣΙΣ ΓΑΛΛΙΚΟΥ ΜΕΤΑΓΩΓΙΚΟΥ [227, 962, 365, 987]
article-para: τῶν Ἐξωτερικῶν τὴν 1ην μετὰ τὸ μεσονύκτιον, προσκληθέντες εἰς τὸ ὑπουργεῖον ὅλοι οἱ ὑπουργοί. [927, 752, 1104, 789]
right-column [743, 92, 1104, 1575]
article-headline: ΑΠΕΛΑΣΙΣ ΑΞΙΩΜΑΤΙΚΩΝ ΚΑΙ ΟΠΛΙΤΩΝ [429, 1144, 713, 1164]
calendar-date [43, 122, 206, 169]
article-para: Τὸ ὑπουργικὸν συμβούλιον ἐπανελήφθη. [743, 1085, 920, 1109]
market-para: Λαχειοφ. Ἐθνικ. Τραπέζης 4 ο/ο 440, 20,000,000 109, 30,000,000 10150 Ὁμολογίαι Ἐλλην. Πιστωτικοῦ 105,50. [43, 389, 206, 441]
article-subhead: Η ΑΠΑΝΤΗΣΙΣ ΕΙΣ ΤΟΝ ΝΑΥΑΡΧΟΝ [765, 358, 897, 382]
article-headline: Η ΠΟΛΙΤΙΚΗ ΚΑΤΑΣΤΑΣΙΣ [809, 138, 1037, 162]
text-column [560, 735, 728, 1131]
article-para: τοδιευθυντοῦ ἄρτου εἶναι ἀγριώτατον εἰς τὰς ποινὰς του, ἀφοῦ διὰ τὸ ἐλάχιστον παράπτωμα ἐπιβάλλει ποινὴν ἀπὸ 15 ἑτῶν καὶ ἄνω φυλακίσεως. Ἀλλὰ μόνον εἰς τὴν χαρτικότητα τοῦ Στρατοδικείου γενναιοφρόνως προσφέρομεν χαρίζει ὁμάδας τῶν ἐπιβαλλομένων ποινῶν. [43, 602, 206, 761]
article-headline: ΠΩΣ ΔΕΝ ΤΟΥΣ ΕΣΤΕΙΛΑΝ ΕΙΣ ΜΟΥΔΡΟΝ [392, 1196, 734, 1212]
top-bar [42, 56, 1105, 90]
article-block-b [214, 717, 734, 1131]
market-section-title: ΧΡΗΜΑΤΙΣΤΗΡΙΟΝ ΔΕΛΤΙΟΝ [59, 178, 190, 206]
article-para: ΠΑΡΙΣΙΟΙ, Τετάρτη, πρωΐα.— Κατὰ νυκτερινὸν ἀνακοινωθὲν, οἱ Γερμανοὶ ἐδοκίμασαν ἀπόπειραν ἐνεργείας ἀντεπιθέσεως ἐπὶ τῶν νέων Γαλλικῶν θέσεων εἰς Κουνκὸρ καὶ ἐδέχθησαν τῇ νύκτα ἀντεπίθεσις τῶν Γάλλων εἰς τὰς ὀχυρωμένας θέσεις. [214, 717, 378, 836]
text-column [214, 1142, 385, 1917]
article-subhead: ΟΙ ΚΑΤΟΙΚΟΙ ΠΥΡΟΒΟΛΟΥΝ [216, 1833, 376, 1845]
article-headline: Η ΔΗΘΕΝ ΑΠΟΒΑΣΙΣ [229, 1529, 364, 1543]
market-subhead: ΟΜΟΛ. ΤΡΑΠ. ΚΑΙ ΕΤΑΙΡΕΙΩΝ [73, 362, 176, 386]
article-para: Ἐκτὸς τῶν ἀνωτέρω ἀξιωματικῶν κατέφυγον εἰς Βόλον καὶ 100 ἄνδρες στρατιωτικοὶ τοῦ 3ου Συντάγματος μετὰ τοῦ Συντάγματος Χριστοδούλου εἰσελθόντες ὅτι ἐπιστρέφουσιν. [566, 1297, 734, 1389]
